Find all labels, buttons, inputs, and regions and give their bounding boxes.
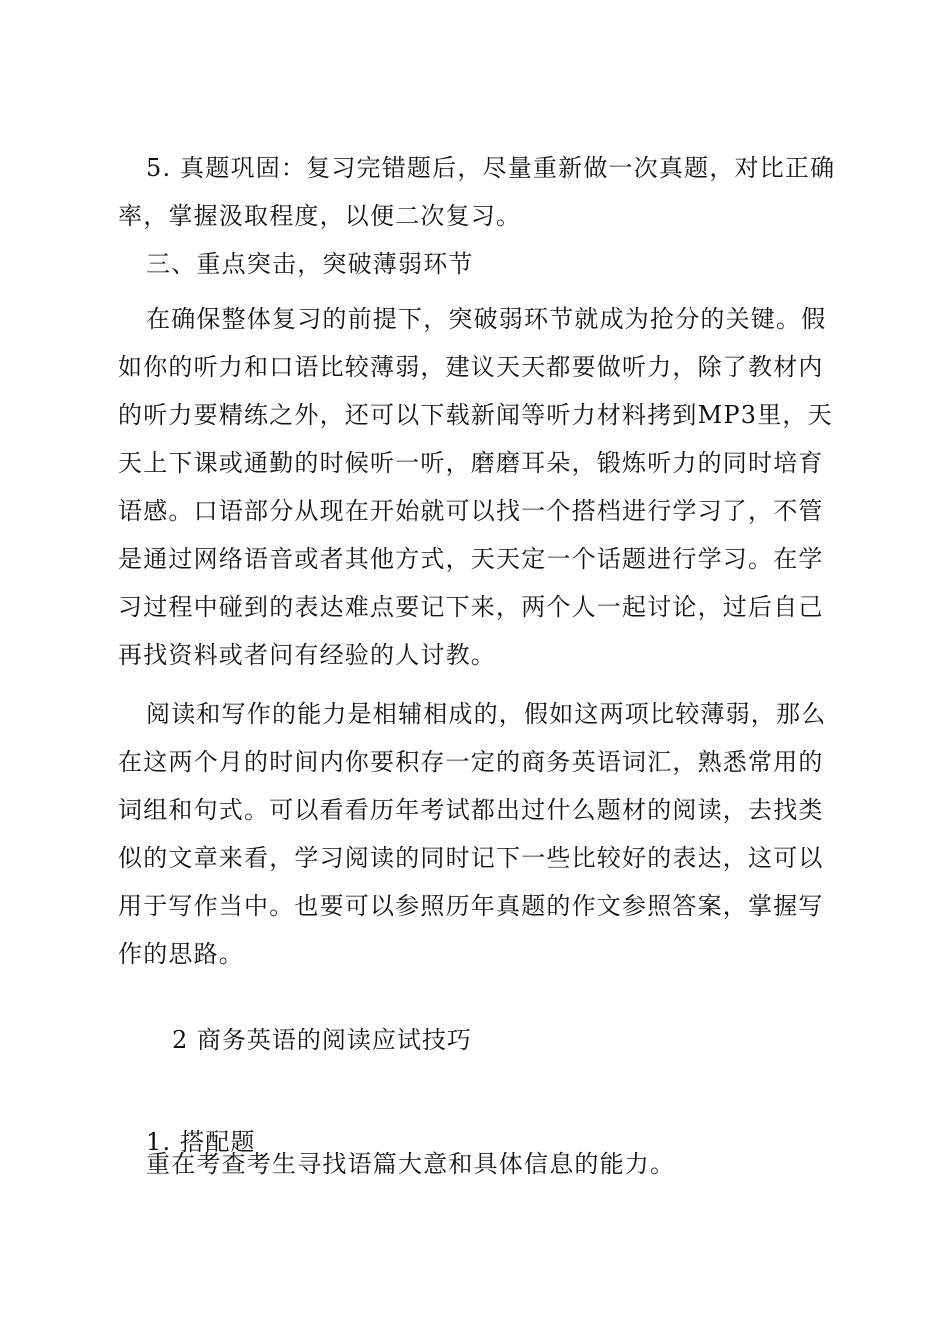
item-text-matching: 重在考查考生寻找语篇大意和具体信息的能力。 <box>146 1150 676 1178</box>
item-title-matching: 1. 搭配题 <box>146 1128 256 1156</box>
section-heading-focus: 三、重点突击，突破薄弱环节 <box>146 250 474 278</box>
section-title-reading-skills: 2 商务英语的阅读应试技巧 <box>172 1026 472 1054</box>
paragraph-review-consolidation: 5. 真题巩固：复习完错题后，尽量重新做一次真题，对比正确率，掌握汲取程度，以便二次复习。 <box>118 154 836 230</box>
paragraph-reading-writing: 阅读和写作的能力是相辅相成的，假如这两项比较薄弱，那么在这两个月的时间内你要积存一定的商务英语词汇，熟悉常用的词组和句式。可以看看历年考试都出过什么题材的阅读，去找类似的文章来看，学习阅读的同时记下一些比较好的表达，这可以用于写作当中。也要可以参照历年真题的作文参照答案，掌握写作的思路。 <box>118 700 827 968</box>
paragraph-listening-speaking: 在确保整体复习的前提下，突破弱环节就成为抢分的关键。假如你的听力和口语比较薄弱，建议天天都要做听力，除了教材内的听力要精练之外，还可以下载新闻等听力材料拷到MP3里，天天上下课或通勤的时候听一听，磨磨耳朵，锻炼听力的同时培育语感。口语部分从现在开始就可以找一个搭档进行学习了，不管是通过网络语音或者其他方式，天天定一个话题进行学习。在学习过程中碰到的表达难点要记下来，两个人一起讨论，过后自己再找资料或者问有经验的人讨教。 <box>118 305 833 669</box>
